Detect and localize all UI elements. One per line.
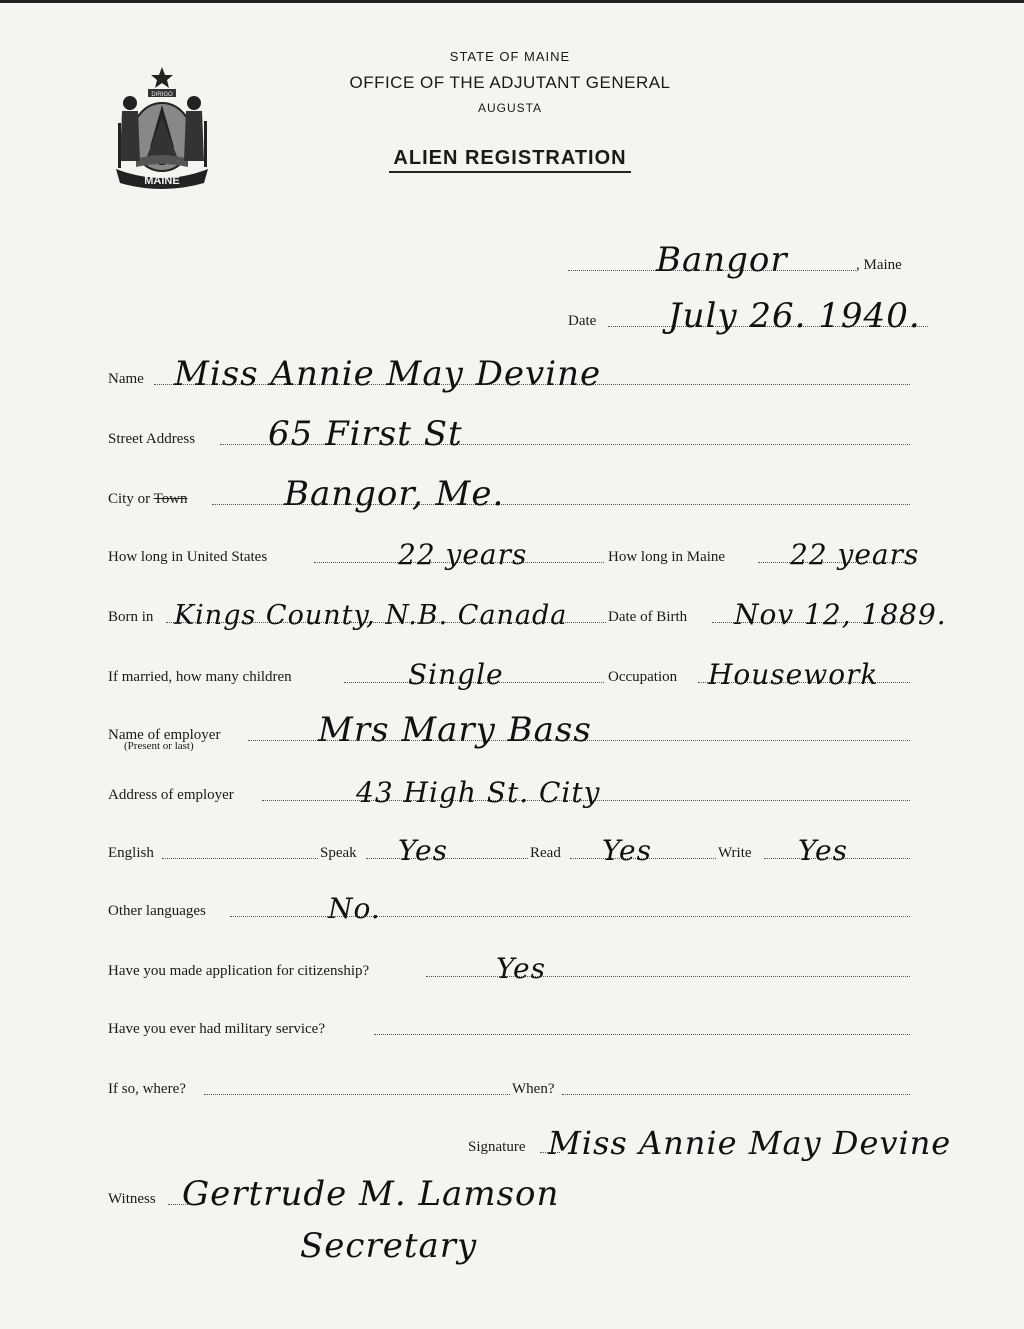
citizenship-row (108, 952, 910, 985)
witness-value: Gertrude M. Lamson (182, 1174, 560, 1214)
other-languages-row (108, 892, 910, 925)
city-heading: AUGUSTA (477, 101, 543, 115)
birth-row (108, 598, 968, 631)
date-row (568, 296, 948, 336)
other-languages-label: Other languages (108, 903, 206, 919)
military-label: Have you ever had military service? (108, 1021, 325, 1037)
state-heading: STATE OF MAINE (449, 49, 571, 64)
english-row (108, 834, 910, 867)
employer-label: Name of employer (108, 727, 221, 743)
form-title: ALIEN REGISTRATION (300, 147, 720, 170)
witness-label: Witness (108, 1191, 156, 1207)
us-duration-value: 22 years (398, 538, 528, 571)
write-label: Write (718, 845, 752, 861)
place-value: Bangor (656, 240, 788, 280)
speak-value: Yes (398, 834, 448, 867)
signature-label: Signature (468, 1139, 526, 1155)
city-label: City or Town (108, 491, 188, 507)
place-row (560, 240, 920, 280)
name-row (108, 354, 910, 394)
residency-row (108, 538, 968, 571)
where-when-row (108, 1071, 910, 1097)
write-value: Yes (798, 834, 848, 867)
read-value: Yes (602, 834, 652, 867)
family-row (108, 658, 910, 691)
english-label: English (108, 845, 154, 861)
military-row (108, 1011, 910, 1037)
date-value: July 26. 1940. (668, 296, 921, 336)
when-label: When? (512, 1081, 555, 1097)
date-label: Date (568, 313, 597, 329)
svg-text:DIRIGO: DIRIGO (151, 92, 173, 98)
speak-label: Speak (320, 845, 357, 861)
signature-row (468, 1124, 1008, 1162)
english-line (162, 858, 318, 859)
dob-label: Date of Birth (608, 609, 688, 625)
street-label: Street Address (108, 431, 196, 447)
employer-value: Mrs Mary Bass (318, 710, 592, 750)
employer-address-value: 43 High St. City (356, 776, 601, 809)
street-value: 65 First St (268, 414, 463, 454)
maine-label: , Maine (856, 257, 902, 273)
svg-text:MAINE: MAINE (144, 175, 180, 187)
name-label: Name (108, 371, 144, 387)
citizenship-value: Yes (496, 952, 546, 985)
office-heading: OFFICE OF THE ADJUTANT GENERAL (349, 73, 671, 92)
street-row (108, 414, 910, 454)
read-label: Read (530, 845, 561, 861)
witness-row (108, 1174, 628, 1214)
where-line[interactable] (204, 1094, 510, 1095)
born-label: Born in (108, 609, 154, 625)
occupation-label: Occupation (608, 669, 678, 685)
city-value: Bangor, Me. (284, 474, 505, 514)
maine-duration-value: 22 years (790, 538, 920, 571)
name-value: Miss Annie May Devine (174, 354, 602, 394)
children-value: Single (408, 658, 504, 691)
employer-address-label: Address of employer (108, 787, 234, 803)
us-duration-label: How long in United States (108, 549, 268, 565)
other-languages-value: No. (328, 892, 381, 925)
city-row (108, 474, 910, 514)
employer-sublabel: (Present or last) (124, 740, 194, 752)
citizenship-label: Have you made application for citizenship? (108, 963, 370, 979)
when-line[interactable] (562, 1094, 910, 1095)
employer-address-row (108, 776, 910, 809)
where-label: If so, where? (108, 1081, 186, 1097)
dob-value: Nov 12, 1889. (734, 598, 947, 631)
military-line[interactable] (374, 1034, 910, 1035)
maine-state-seal-icon (108, 63, 216, 191)
maine-duration-label: How long in Maine (608, 549, 726, 565)
signature-value: Miss Annie May Devine (548, 1124, 952, 1162)
born-value: Kings County, N.B. Canada (174, 600, 568, 631)
occupation-value: Housework (708, 658, 879, 691)
witness-title: Secretary (300, 1226, 478, 1266)
children-label: If married, how many children (108, 669, 292, 685)
